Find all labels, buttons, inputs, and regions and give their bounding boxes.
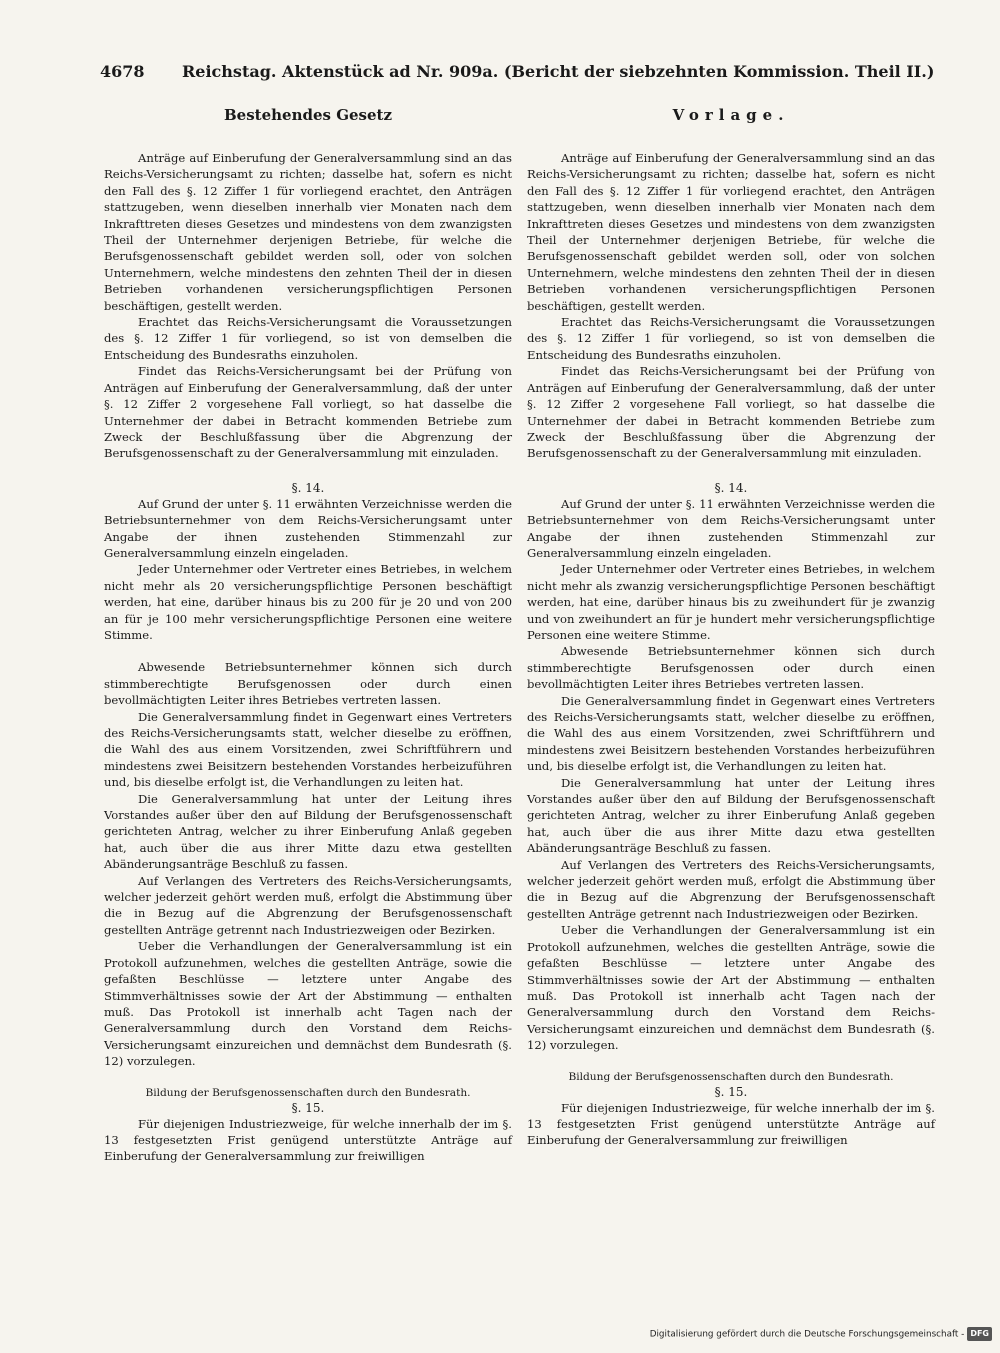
page-number: 4678	[100, 62, 145, 81]
section-heading-15: §. 15.	[714, 1084, 748, 1099]
section-heading-14: §. 14.	[714, 480, 748, 495]
paragraph: Auf Grund der unter §. 11 erwähnten Verzeichnisse werden die Betriebsunternehmer von dem Reichs-Versicherungsamt unter Angabe der ihnen zustehenden Stimmenzahl zur Generalversammlung einzeln eingeladen.	[527, 496, 935, 560]
paragraph: Erachtet das Reichs-Versicherungsamt die Voraussetzungen des §. 12 Ziffer 1 für vorliegend, so ist von demselben die Entscheidung des Bundesraths einzuholen.	[527, 315, 935, 362]
column-title-proposal: Vorlage.	[672, 106, 790, 124]
subheading: Bildung der Berufsgenossenschaften durch den Bundesrath.	[145, 1086, 471, 1099]
dfg-logo: DFG	[967, 1327, 992, 1341]
paragraph: Auf Verlangen des Vertreters des Reichs-Versicherungsamts, welcher jederzeit gehört werden muß, erfolgt die Abstimmung über die in Bezug auf die Abgrenzung der Berufsgenossenschaft gestellten Anträge getrennt nach Industriezweigen oder Bezirken.	[527, 857, 935, 921]
running-title: Reichstag. Aktenstück ad Nr. 909a. (Bericht der siebzehnten Kommission. Theil II.)	[182, 62, 935, 81]
paragraph: Ueber die Verhandlungen der Generalversammlung ist ein Protokoll aufzunehmen, welches die gestellten Anträge, sowie die gefaßten Beschlüsse — letztere unter Angabe des Stimmverhältnisses sowie der Art der Abstimmung — enthalten muß. Das Protokoll ist innerhalb acht Tagen nach der Generalversammlung durch den Vorstand dem Reichs-Versicherungsamt einzureichen und demnächst dem Bundesrath (§. 12) vorzulegen.	[104, 939, 512, 1069]
paragraph: Abwesende Betriebsunternehmer können sich durch stimmberechtigte Berufsgenossen oder durch einen bevollmächtigten Leiter ihres Betriebes vertreten lassen.	[527, 644, 935, 692]
subheading: Bildung der Berufsgenossenschaften durch den Bundesrath.	[568, 1070, 894, 1083]
column-title-existing-law: Bestehendes Gesetz	[224, 106, 392, 124]
paragraph: Die Generalversammlung findet in Gegenwart eines Vertreters des Reichs-Versicherungsamts statt, welcher dieselbe zu eröffnen, die Wahl des aus einem Vorsitzenden, zwei Schriftführern und mindestens zwei Beisitzern bestehenden Vorstandes herbeizuführen und, bis dieselbe erfolgt ist, die Verhandlungen zu leiten hat.	[527, 693, 935, 774]
paragraph: Jeder Unternehmer oder Vertreter eines Betriebes, in welchem nicht mehr als 20 versicherungspflichtige Personen beschäftigt werden, hat eine, darüber hinaus bis zu 200 für je 20 und von 200 an für je 100 mehr versicherungspflichtige Personen eine weitere Stimme.	[104, 562, 512, 642]
paragraph: Die Generalversammlung hat unter der Leitung ihres Vorstandes außer über den auf Bildung der Berufsgenossenschaft gerichteten Antrag, welcher zu ihrer Einberufung Anlaß gegeben hat, auch über die aus ihrer Mitte dazu etwa gestellten Abänderungsanträge Beschluß zu fassen.	[104, 791, 512, 872]
section-heading-14: §. 14.	[291, 480, 325, 495]
paragraph: Abwesende Betriebsunternehmer können sich durch stimmberechtigte Berufsgenossen oder durch einen bevollmächtigten Leiter ihres Betriebes vertreten lassen.	[104, 660, 512, 708]
page-header	[100, 62, 935, 84]
paragraph: Findet das Reichs-Versicherungsamt bei der Prüfung von Anträgen auf Einberufung der Generalversammlung, daß der unter §. 12 Ziffer 2 vorgesehene Fall vorliegt, so hat dasselbe die Unternehmer der dabei in Betracht kommenden Betriebe zum Zweck der Beschlußfassung über die Abgrenzung der Berufsgenossenschaft zu der Generalversammlung mit einzuladen.	[527, 364, 935, 461]
digitization-credit	[650, 1327, 992, 1341]
paragraph: Auf Verlangen des Vertreters des Reichs-Versicherungsamts, welcher jederzeit gehört werden muß, erfolgt die Abstimmung über die in Bezug auf die Abgrenzung der Berufsgenossenschaft gestellten Anträge getrennt nach Industriezweigen oder Bezirken.	[104, 873, 512, 937]
paragraph: Findet das Reichs-Versicherungsamt bei der Prüfung von Anträgen auf Einberufung der Generalversammlung, daß der unter §. 12 Ziffer 2 vorgesehene Fall vorliegt, so hat dasselbe die Unternehmer der dabei in Betracht kommenden Betriebe zum Zweck der Beschlußfassung über die Abgrenzung der Berufsgenossenschaft zu der Generalversammlung mit einzuladen.	[104, 364, 512, 461]
column-existing-law	[104, 106, 512, 1165]
paragraph: Für diejenigen Industriezweige, für welche innerhalb der im §. 13 festgesetzten Frist genügend unterstützte Anträge auf Einberufung der Generalversammlung zur freiwilligen	[104, 1116, 512, 1164]
column-proposal	[527, 106, 935, 1149]
paragraph: Die Generalversammlung findet in Gegenwart eines Vertreters des Reichs-Versicherungsamts statt, welcher dieselbe zu eröffnen, die Wahl des aus einem Vorsitzenden, zwei Schriftführern und mindestens zwei Beisitzern bestehenden Vorstandes herbeizuführen und, bis dieselbe erfolgt ist, die Verhandlungen zu leiten hat.	[104, 709, 512, 790]
paragraph: Die Generalversammlung hat unter der Leitung ihres Vorstandes außer über den auf Bildung der Berufsgenossenschaft gerichteten Antrag, welcher zu ihrer Einberufung Anlaß gegeben hat, auch über die aus ihrer Mitte dazu etwa gestellten Abänderungsanträge Beschluß zu fassen.	[527, 775, 935, 856]
paragraph: Jeder Unternehmer oder Vertreter eines Betriebes, in welchem nicht mehr als zwanzig versicherungspflichtige Personen beschäftigt werden, hat eine, darüber hinaus bis zu zweihundert für je zwanzig und von zweihundert an für je hundert mehr versicherungspflichtige Personen eine weitere Stimme.	[527, 562, 935, 642]
paragraph: Auf Grund der unter §. 11 erwähnten Verzeichnisse werden die Betriebsunternehmer von dem Reichs-Versicherungsamt unter Angabe der ihnen zustehenden Stimmenzahl zur Generalversammlung einzeln eingeladen.	[104, 496, 512, 560]
paragraph: Ueber die Verhandlungen der Generalversammlung ist ein Protokoll aufzunehmen, welches die gestellten Anträge, sowie die gefaßten Beschlüsse — letztere unter Angabe des Stimmverhältnisses sowie der Art der Abstimmung — enthalten muß. Das Protokoll ist innerhalb acht Tagen nach der Generalversammlung durch den Vorstand dem Reichs-Versicherungsamt einzureichen und demnächst dem Bundesrath (§. 12) vorzulegen.	[527, 923, 935, 1053]
paragraph: Für diejenigen Industriezweige, für welche innerhalb der im §. 13 festgesetzten Frist genügend unterstützte Anträge auf Einberufung der Generalversammlung zur freiwilligen	[527, 1100, 935, 1148]
paragraph: Erachtet das Reichs-Versicherungsamt die Voraussetzungen des §. 12 Ziffer 1 für vorliegend, so ist von demselben die Entscheidung des Bundesraths einzuholen.	[104, 315, 512, 362]
paragraph: Anträge auf Einberufung der Generalversammlung sind an das Reichs-Versicherungsamt zu richten; dasselbe hat, sofern es nicht den Fall des §. 12 Ziffer 1 für vorliegend erachtet, den Anträgen stattzugeben, wenn dieselben innerhalb vier Monaten nach dem Inkrafttreten dieses Gesetzes und mindestens von dem zwanzigsten Theil der Unternehmer derjenigen Betriebe, für welche die Berufsgenossenschaft gebildet werden soll, oder von solchen Unternehmern, welche mindestens den zehnten Theil der in diesen Betrieben vorhandenen versicherungspflichtigen Personen beschäftigen, gestellt werden.	[527, 151, 935, 313]
credit-text: Digitalisierung gefördert durch die Deutsche Forschungsgemeinschaft -	[649, 1329, 965, 1340]
paragraph: Anträge auf Einberufung der Generalversammlung sind an das Reichs-Versicherungsamt zu richten; dasselbe hat, sofern es nicht den Fall des §. 12 Ziffer 1 für vorliegend erachtet, den Anträgen stattzugeben, wenn dieselben innerhalb vier Monaten nach dem Inkrafttreten dieses Gesetzes und mindestens von dem zwanzigsten Theil der Unternehmer derjenigen Betriebe, für welche die Berufsgenossenschaft gebildet werden soll, oder von solchen Unternehmern, welche mindestens den zehnten Theil der in diesen Betrieben vorhandenen versicherungspflichtigen Personen beschäftigen, gestellt werden.	[104, 151, 512, 313]
section-heading-15: §. 15.	[291, 1100, 325, 1115]
